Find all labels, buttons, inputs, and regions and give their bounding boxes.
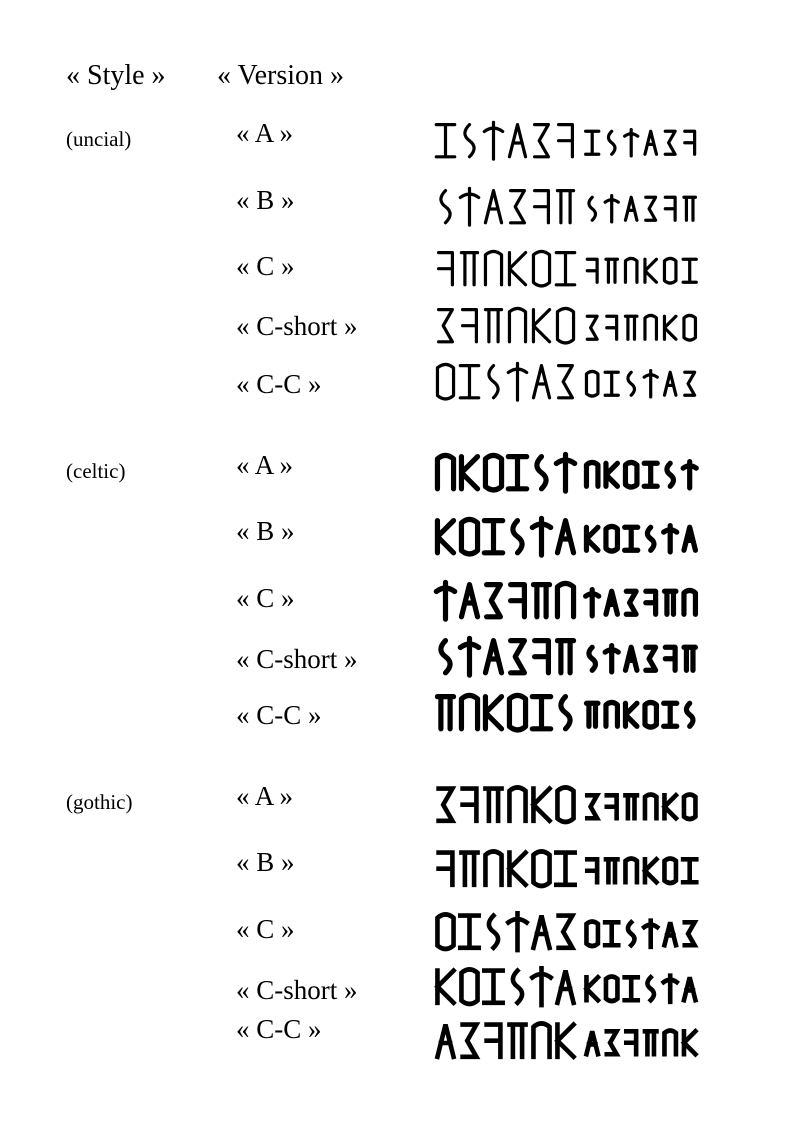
glyph-letter: [685, 131, 695, 154]
glyph-letter: [608, 131, 615, 154]
glyph-letter: [556, 253, 574, 285]
glyph-letter: [439, 310, 453, 342]
glyph-letter: [606, 702, 617, 726]
glyph-letter: [664, 372, 675, 395]
glyph-letter: [685, 372, 695, 395]
glyph-letter: [625, 977, 638, 1000]
glyph-letter: [484, 122, 502, 159]
glyph-letter: [664, 703, 677, 726]
glyph-letter: [684, 977, 695, 1000]
glyph-sample: [432, 1018, 702, 1064]
glyph-letter: [586, 703, 597, 726]
glyph-letter: [646, 591, 656, 614]
glyph-sample: [432, 909, 702, 955]
glyph-sample: [432, 690, 702, 736]
glyph-letter: [561, 697, 570, 729]
glyph-letter: [559, 916, 573, 948]
glyph-letter: [489, 366, 498, 398]
glyph-letter: [645, 315, 656, 339]
glyph-specimen-image: [432, 359, 702, 405]
glyph-letter: [557, 521, 573, 553]
glyph-letter: [646, 647, 656, 670]
version-label-a: « A »: [236, 450, 294, 480]
glyph-letter: [647, 977, 654, 1000]
glyph-letter: [683, 259, 696, 282]
glyph-letter: [535, 191, 549, 223]
glyph-letter: [439, 853, 453, 885]
version-label-c: « C »: [236, 251, 295, 281]
glyph-letter: [665, 647, 675, 670]
glyph-specimen-image: [432, 909, 702, 955]
glyph-letter: [625, 316, 636, 339]
glyph-letter: [605, 196, 618, 222]
glyph-letter: [460, 188, 478, 225]
version-label-c-c: « C-C »: [236, 700, 322, 730]
version-label-b: « B »: [236, 847, 295, 877]
glyph-letter: [533, 310, 549, 342]
glyph-letter: [532, 697, 550, 729]
glyph-letter: [461, 695, 477, 728]
glyph-letter: [684, 315, 695, 340]
glyph-letter: [625, 858, 636, 882]
glyph-letter: [645, 1031, 656, 1054]
glyph-letter: [586, 462, 597, 486]
glyph-letter: [664, 258, 675, 283]
version-label-a: « A »: [236, 781, 294, 811]
glyph-letter: [484, 521, 502, 553]
glyph-letter: [461, 253, 477, 285]
glyph-letter: [509, 308, 525, 341]
glyph-letter: [684, 1031, 695, 1054]
glyph-letter: [487, 585, 501, 617]
glyph-letter: [586, 1031, 597, 1054]
glyph-letter: [485, 455, 501, 490]
glyph-letter: [511, 191, 525, 223]
glyph-specimen-image: [432, 184, 702, 230]
glyph-letter: [626, 1031, 636, 1054]
glyph-sample: [432, 782, 702, 828]
glyph-letter: [437, 521, 453, 553]
glyph-specimen-image: [432, 246, 702, 292]
glyph-letter: [509, 853, 525, 885]
glyph-letter: [606, 526, 617, 551]
version-label-c: « C »: [236, 583, 295, 613]
version-label-c-c: « C-C »: [236, 1014, 322, 1044]
glyph-sample: [432, 578, 702, 624]
glyph-letter: [684, 647, 695, 670]
glyph-letter: [535, 641, 549, 673]
glyph-letter: [461, 519, 477, 554]
glyph-letter: [667, 463, 674, 486]
glyph-letter: [509, 787, 525, 820]
glyph-letter: [485, 789, 501, 821]
glyph-letter: [646, 197, 656, 220]
glyph-specimen-image: [432, 634, 702, 680]
glyph-letter: [605, 922, 618, 945]
version-label-b: « B »: [236, 516, 295, 546]
glyph-letter: [589, 647, 596, 670]
glyph-letter: [645, 259, 656, 282]
glyph-letter: [625, 527, 638, 550]
glyph-letter: [606, 259, 617, 282]
glyph-letter: [587, 316, 597, 339]
glyph-letter: [537, 457, 546, 489]
glyph-letter: [508, 363, 526, 400]
glyph-specimen-image: [432, 782, 702, 828]
glyph-letter: [605, 372, 618, 395]
glyph-letter: [664, 1030, 675, 1054]
glyph-letter: [664, 316, 675, 339]
glyph-sample: [432, 303, 702, 349]
glyph-letter: [683, 462, 696, 488]
version-label-a: « A »: [236, 118, 294, 148]
glyph-letter: [460, 916, 478, 948]
glyph-sample: [432, 964, 702, 1010]
header-style: « Style »: [66, 60, 166, 91]
glyph-letter: [606, 859, 617, 882]
glyph-letter: [628, 372, 635, 395]
glyph-letter: [665, 197, 675, 220]
glyph-letter: [532, 968, 550, 1005]
glyph-letter: [628, 922, 635, 945]
glyph-letter: [625, 647, 636, 670]
glyph-letter: [509, 125, 525, 157]
glyph-letter: [557, 1025, 573, 1057]
group-label-gothic: (gothic): [66, 790, 133, 814]
glyph-letter: [664, 795, 675, 818]
glyph-letter: [485, 697, 501, 729]
glyph-letter: [557, 583, 573, 616]
glyph-sample: [432, 359, 702, 405]
glyph-letter: [533, 251, 549, 286]
glyph-letter: [664, 976, 677, 1002]
glyph-letter: [485, 251, 501, 284]
glyph-letter: [557, 641, 573, 673]
glyph-letter: [465, 125, 474, 157]
glyph-letter: [533, 851, 549, 886]
version-label-c: « C »: [236, 914, 295, 944]
glyph-specimen-image: [432, 514, 702, 560]
glyph-letter: [509, 1025, 525, 1057]
glyph-letter: [644, 921, 657, 947]
glyph-letter: [437, 455, 453, 488]
glyph-letter: [509, 695, 525, 730]
glyph-letter: [508, 457, 526, 489]
glyph-specimen-image: [432, 578, 702, 624]
glyph-letter: [607, 795, 617, 818]
glyph-letter: [665, 131, 675, 154]
glyph-letter: [532, 518, 550, 555]
glyph-letter: [626, 591, 636, 614]
group-label-uncial: (uncial): [66, 127, 132, 151]
glyph-letter: [586, 371, 597, 396]
glyph-letter: [437, 364, 453, 399]
glyph-letter: [605, 646, 618, 672]
glyph-letter: [509, 253, 525, 285]
glyph-letter: [559, 366, 573, 398]
version-label-c-short: « C-short »: [236, 644, 358, 674]
glyph-letter: [586, 590, 599, 616]
glyph-letter: [511, 641, 525, 673]
glyph-letter: [513, 971, 522, 1003]
glyph-letter: [606, 976, 617, 1001]
glyph-letter: [607, 316, 617, 339]
glyph-specimen-image: [432, 964, 702, 1010]
glyph-letter: [485, 191, 501, 223]
glyph-letter: [589, 197, 596, 220]
version-label-c-c: « C-C »: [236, 369, 322, 399]
glyph-letter: [556, 454, 574, 491]
glyph-letter: [586, 131, 599, 154]
glyph-letter: [625, 130, 638, 156]
glyph-letter: [684, 794, 695, 819]
glyph-letter: [686, 703, 693, 726]
glyph-sample: [432, 450, 702, 496]
glyph-letter: [625, 197, 636, 220]
header-version: « Version »: [217, 60, 345, 91]
glyph-sample: [432, 118, 702, 164]
glyph-letter: [461, 457, 477, 489]
glyph-letter: [557, 971, 573, 1003]
glyph-letter: [535, 125, 549, 157]
glyph-letter: [461, 853, 477, 885]
group-label-celtic: (celtic): [66, 459, 126, 483]
glyph-letter: [485, 310, 501, 342]
glyph-letter: [441, 641, 450, 673]
glyph-letter: [461, 585, 477, 617]
glyph-letter: [625, 462, 636, 487]
glyph-letter: [439, 789, 453, 821]
glyph-letter: [606, 463, 617, 486]
glyph-letter: [489, 916, 498, 948]
glyph-letter: [485, 641, 501, 673]
glyph-letter: [645, 794, 656, 818]
glyph-letter: [511, 585, 525, 617]
glyph-letter: [559, 125, 573, 157]
glyph-letter: [664, 526, 677, 552]
glyph-letter: [625, 795, 636, 818]
glyph-letter: [533, 366, 549, 398]
glyph-letter: [557, 308, 573, 343]
version-label-c-short: « C-short »: [236, 975, 358, 1005]
glyph-letter: [461, 969, 477, 1004]
glyph-specimen-image: [432, 690, 702, 736]
glyph-letter: [463, 310, 477, 342]
glyph-letter: [607, 1031, 617, 1054]
glyph-specimen-image: [432, 450, 702, 496]
glyph-letter: [437, 971, 453, 1003]
glyph-letter: [683, 859, 696, 882]
glyph-sample: [432, 184, 702, 230]
glyph-letter: [586, 527, 597, 550]
glyph-letter: [625, 703, 636, 726]
glyph-letter: [533, 789, 549, 821]
glyph-letter: [463, 789, 477, 821]
glyph-letter: [645, 702, 656, 727]
glyph-letter: [557, 787, 573, 822]
glyph-letter: [586, 921, 597, 946]
glyph-letter: [508, 913, 526, 950]
glyph-letter: [644, 371, 657, 397]
glyph-letter: [460, 638, 478, 675]
glyph-letter: [664, 858, 675, 883]
glyph-specimen-image: [432, 303, 702, 349]
glyph-letter: [586, 977, 597, 1000]
glyph-letter: [645, 131, 656, 154]
glyph-letter: [644, 463, 657, 486]
glyph-sample: [432, 246, 702, 292]
glyph-letter: [685, 922, 695, 945]
glyph-letter: [487, 1025, 501, 1057]
glyph-letter: [664, 922, 675, 945]
glyph-letter: [645, 859, 656, 882]
glyph-letter: [485, 851, 501, 884]
glyph-letter: [437, 1025, 453, 1057]
glyph-letter: [587, 259, 597, 282]
glyph-letter: [533, 585, 549, 617]
glyph-letter: [684, 527, 695, 550]
glyph-sample: [432, 846, 702, 892]
glyph-letter: [684, 197, 695, 220]
version-label-c-short: « C-short »: [236, 311, 358, 341]
glyph-letter: [437, 697, 453, 729]
glyph-letter: [439, 253, 453, 285]
glyph-letter: [484, 971, 502, 1003]
glyph-letter: [460, 366, 478, 398]
glyph-letter: [606, 591, 617, 614]
glyph-letter: [587, 795, 597, 818]
glyph-specimen-image: [432, 846, 702, 892]
glyph-letter: [664, 591, 675, 614]
glyph-letter: [513, 521, 522, 553]
glyph-specimen-image: [432, 118, 702, 164]
glyph-letter: [436, 582, 454, 619]
glyph-sample: [432, 634, 702, 680]
glyph-letter: [587, 859, 597, 882]
glyph-letter: [441, 191, 450, 223]
glyph-letter: [647, 527, 654, 550]
glyph-letter: [463, 1025, 477, 1057]
glyph-letter: [436, 125, 454, 157]
glyph-letter: [557, 191, 573, 223]
version-label-b: « B »: [236, 185, 295, 215]
glyph-letter: [533, 1023, 549, 1056]
glyph-letter: [625, 258, 636, 282]
glyph-sample: [432, 514, 702, 560]
glyph-letter: [684, 590, 695, 614]
glyph-letter: [556, 853, 574, 885]
glyph-letter: [533, 916, 549, 948]
glyph-specimen-image: [432, 1018, 702, 1064]
glyph-letter: [437, 914, 453, 949]
